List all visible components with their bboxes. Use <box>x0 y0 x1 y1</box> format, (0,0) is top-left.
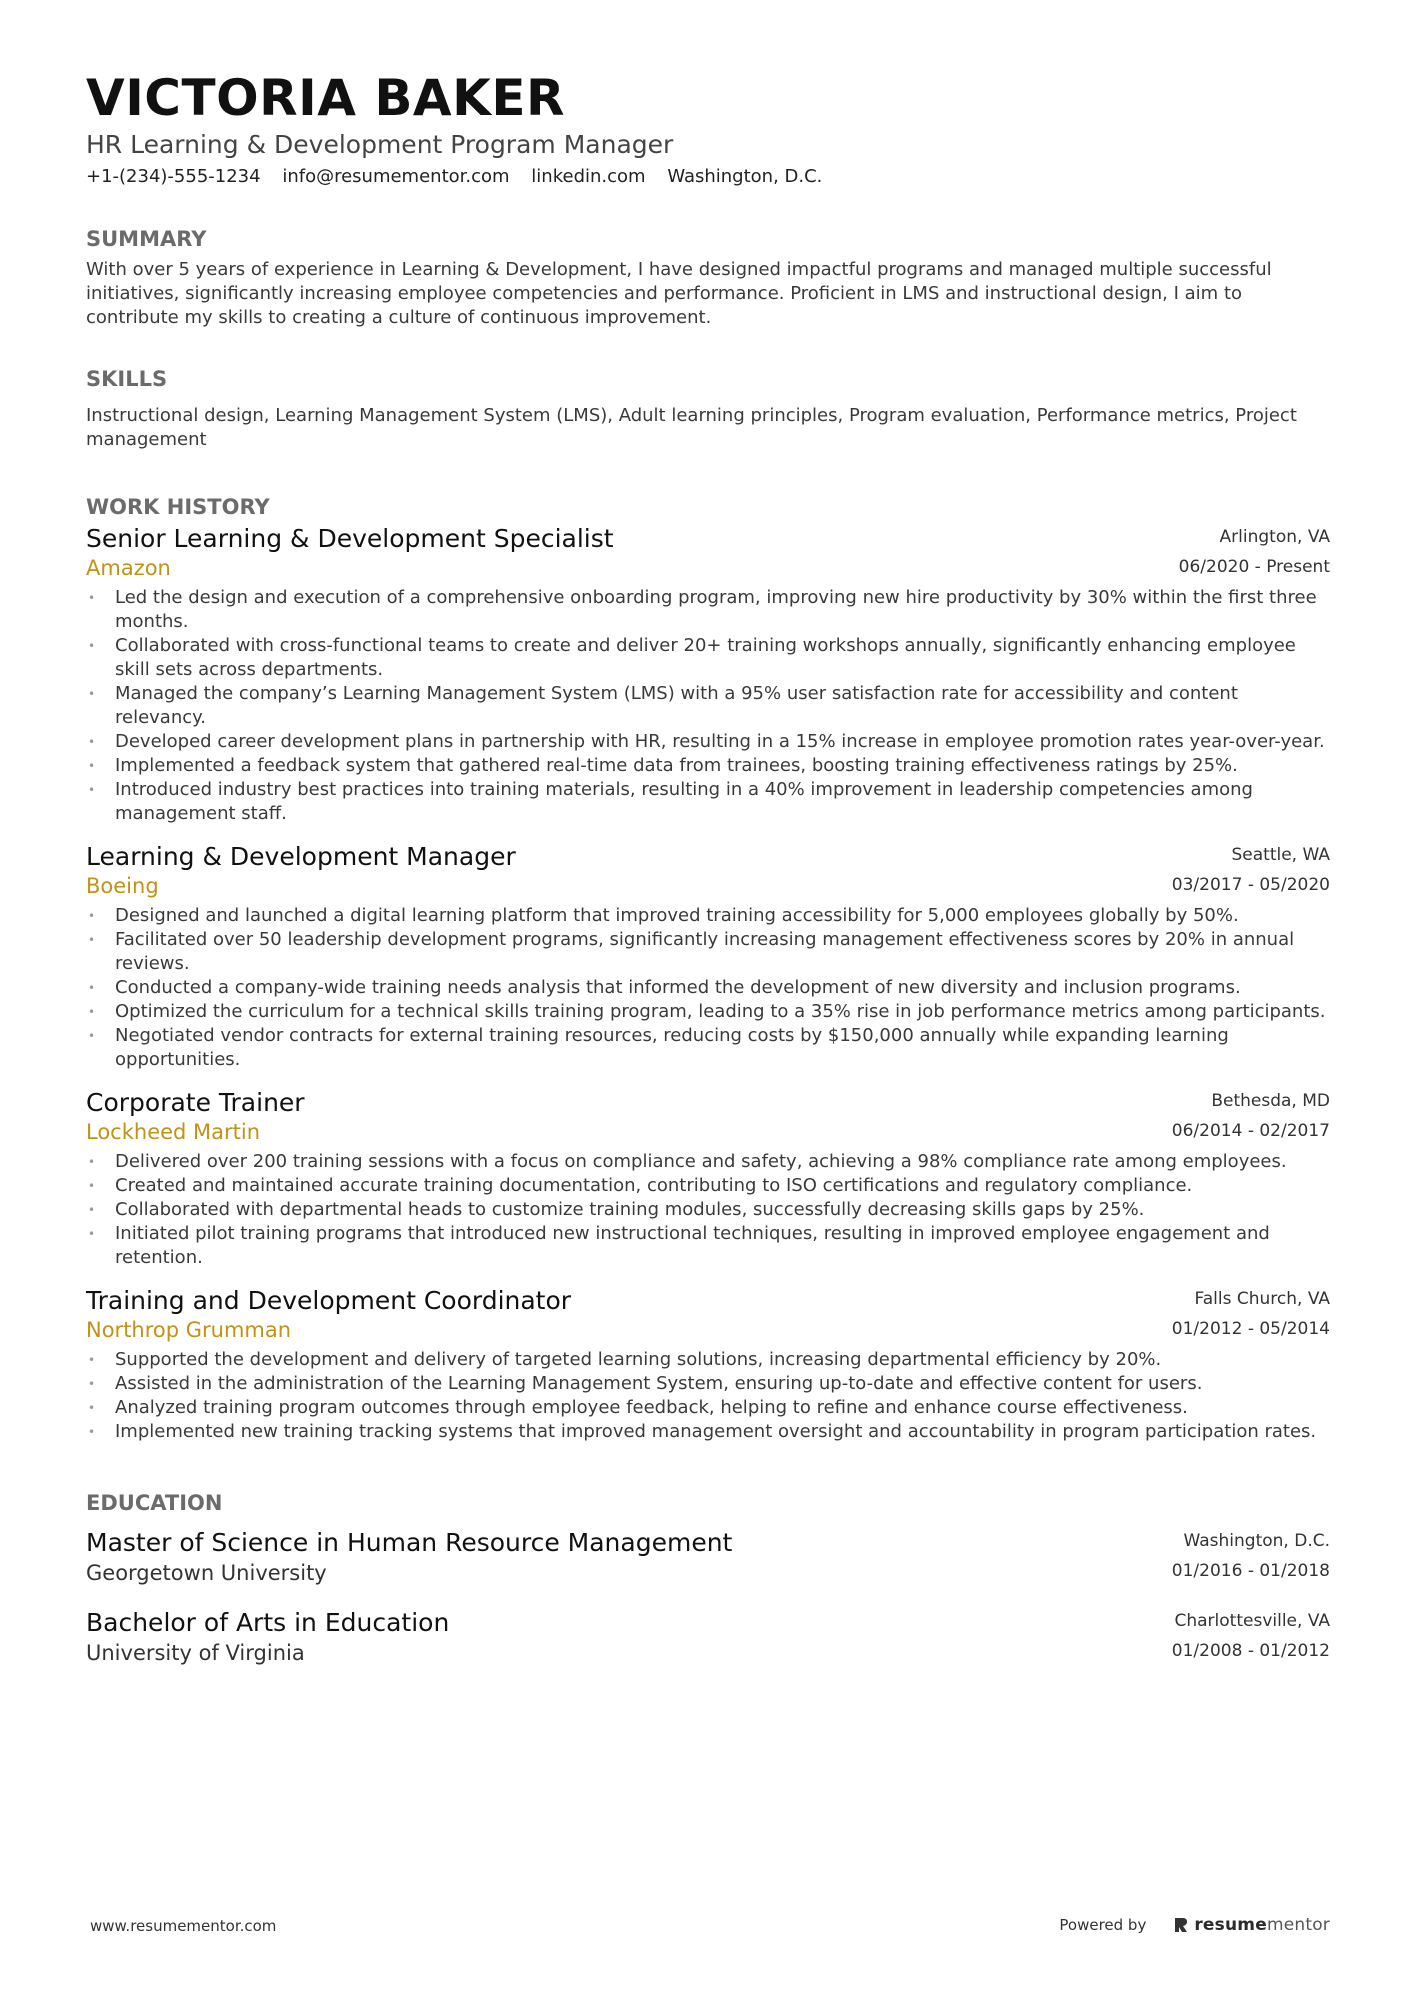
work-history-heading: WORK HISTORY <box>86 495 270 519</box>
job-location: Bethesda, MD <box>1211 1091 1330 1111</box>
footer-website[interactable]: www.resumementor.com <box>90 1917 277 1935</box>
education-school: Georgetown University <box>86 1561 327 1585</box>
brand-wordmark[interactable] <box>1194 1915 1330 1935</box>
job-bullet: • Facilitated over 50 leadership development programs, significantly increasing management effectiveness scores by 20% in annual reviews. <box>86 928 1330 976</box>
job-bullet: • Designed and launched a digital learning platform that improved training accessibility for 5,000 employees globally by 50%. <box>86 904 1330 928</box>
skills-section <box>86 364 1330 452</box>
summary-text: With over 5 years of experience in Learning & Development, I have designed impactful programs and managed multiple successful initiatives, significantly increasing employee competencies and performance. Proficient in LMS and instructional design, I aim to contribute my skills to creating a culture of continuous improvement. <box>86 259 1272 328</box>
job-location: Seattle, WA <box>1231 845 1330 865</box>
job-bullet: • Collaborated with departmental heads to customize training modules, successfully decreasing skills gaps by 25%. <box>86 1198 1330 1222</box>
job-bullets <box>86 1348 1330 1444</box>
education-section <box>86 1488 1330 1670</box>
job-location: Falls Church, VA <box>1194 1289 1330 1309</box>
education-location: Washington, D.C. <box>1183 1531 1330 1551</box>
job-bullet: • Optimized the curriculum for a technical skills training program, leading to a 35% rise in job performance metrics among participants. <box>86 1000 1330 1024</box>
job-bullet: • Analyzed training program outcomes through employee feedback, helping to refine and enhance course effectiveness. <box>86 1396 1330 1420</box>
job-bullet: • Led the design and execution of a comprehensive onboarding program, improving new hire productivity by 30% within the first three months. <box>86 586 1330 634</box>
job-bullet: • Delivered over 200 training sessions with a focus on compliance and safety, achieving a 98% compliance rate among employees. <box>86 1150 1330 1174</box>
job-company: Northrop Grumman <box>86 1318 292 1342</box>
skills-text: Instructional design, Learning Management System (LMS), Adult learning principles, Program evaluation, Performance metrics, Project management <box>86 405 1297 450</box>
job-entry <box>86 524 1330 826</box>
contact-linkedin: linkedin.com <box>531 166 646 187</box>
resume-page <box>86 68 1330 1670</box>
job-company: Lockheed Martin <box>86 1120 261 1144</box>
contact-line <box>86 164 1330 190</box>
job-entry <box>86 842 1330 1072</box>
candidate-name: VICTORIA BAKER <box>86 69 566 127</box>
footer-branding <box>1059 1910 1330 1940</box>
job-bullet: • Assisted in the administration of the Learning Management System, ensuring up-to-date and effective content for users. <box>86 1372 1330 1396</box>
contact-location: Washington, D.C. <box>667 166 823 187</box>
job-dates: 03/2017 - 05/2020 <box>1171 875 1330 895</box>
brand-wordmark-light: mentor <box>1266 1915 1330 1935</box>
job-bullet: • Implemented new training tracking systems that improved management oversight and accountability in program participation rates. <box>86 1420 1330 1444</box>
job-company: Amazon <box>86 556 171 580</box>
job-bullets <box>86 586 1330 826</box>
job-role: Corporate Trainer <box>86 1088 305 1117</box>
job-location: Arlington, VA <box>1219 527 1330 547</box>
job-bullet: • Managed the company’s Learning Management System (LMS) with a 95% user satisfaction rate for accessibility and content relevancy. <box>86 682 1330 730</box>
job-bullet: • Introduced industry best practices into training materials, resulting in a 40% improvement in leadership competencies among management staff. <box>86 778 1330 826</box>
resumementor-logo-icon <box>1174 1915 1188 1935</box>
job-bullet: • Supported the development and delivery of targeted learning solutions, increasing departmental efficiency by 20%. <box>86 1348 1330 1372</box>
summary-heading: SUMMARY <box>86 227 207 251</box>
education-degree: Master of Science in Human Resource Management <box>86 1528 733 1557</box>
job-dates: 06/2020 - Present <box>1178 557 1330 577</box>
education-dates: 01/2008 - 01/2012 <box>1171 1641 1330 1661</box>
job-bullet: • Created and maintained accurate training documentation, contributing to ISO certifications and regulatory compliance. <box>86 1174 1330 1198</box>
powered-by-label: Powered by <box>1059 1916 1147 1934</box>
brand-wordmark-bold: resume <box>1194 1915 1267 1935</box>
job-bullet: • Implemented a feedback system that gathered real-time data from trainees, boosting training effectiveness ratings by 25%. <box>86 754 1330 778</box>
work-history-section <box>86 492 1330 1444</box>
education-dates: 01/2016 - 01/2018 <box>1171 1561 1330 1581</box>
education-heading: EDUCATION <box>86 1491 223 1515</box>
candidate-title: HR Learning & Development Program Manager <box>86 130 674 159</box>
summary-section <box>86 224 1330 330</box>
job-entry <box>86 1088 1330 1270</box>
resume-header <box>86 68 1330 190</box>
job-bullets <box>86 904 1330 1072</box>
job-entry <box>86 1286 1330 1444</box>
job-bullet: • Developed career development plans in partnership with HR, resulting in a 15% increase in employee promotion rates year-over-year. <box>86 730 1330 754</box>
contact-email: info@resumementor.com <box>282 166 510 187</box>
education-school: University of Virginia <box>86 1641 305 1665</box>
job-company: Boeing <box>86 874 159 898</box>
education-location: Charlottesville, VA <box>1174 1611 1330 1631</box>
job-bullets <box>86 1150 1330 1270</box>
job-role: Senior Learning & Development Specialist <box>86 524 614 553</box>
job-bullet: • Initiated pilot training programs that introduced new instructional techniques, resulting in improved employee engagement and retention. <box>86 1222 1330 1270</box>
education-degree: Bachelor of Arts in Education <box>86 1608 450 1637</box>
job-bullet: • Negotiated vendor contracts for external training resources, reducing costs by $150,000 annually while expanding learning opportunities. <box>86 1024 1330 1072</box>
job-role: Learning & Development Manager <box>86 842 516 871</box>
job-dates: 06/2014 - 02/2017 <box>1171 1121 1330 1141</box>
job-bullet: • Collaborated with cross-functional teams to create and deliver 20+ training workshops annually, significantly enhancing employee skill sets across departments. <box>86 634 1330 682</box>
education-entry <box>86 1608 1330 1670</box>
skills-heading: SKILLS <box>86 367 168 391</box>
job-role: Training and Development Coordinator <box>86 1286 572 1315</box>
job-bullet: • Conducted a company-wide training needs analysis that informed the development of new diversity and inclusion programs. <box>86 976 1330 1000</box>
job-dates: 01/2012 - 05/2014 <box>1171 1319 1330 1339</box>
education-entry <box>86 1528 1330 1590</box>
contact-phone: +1-(234)-555-1234 <box>86 166 261 187</box>
